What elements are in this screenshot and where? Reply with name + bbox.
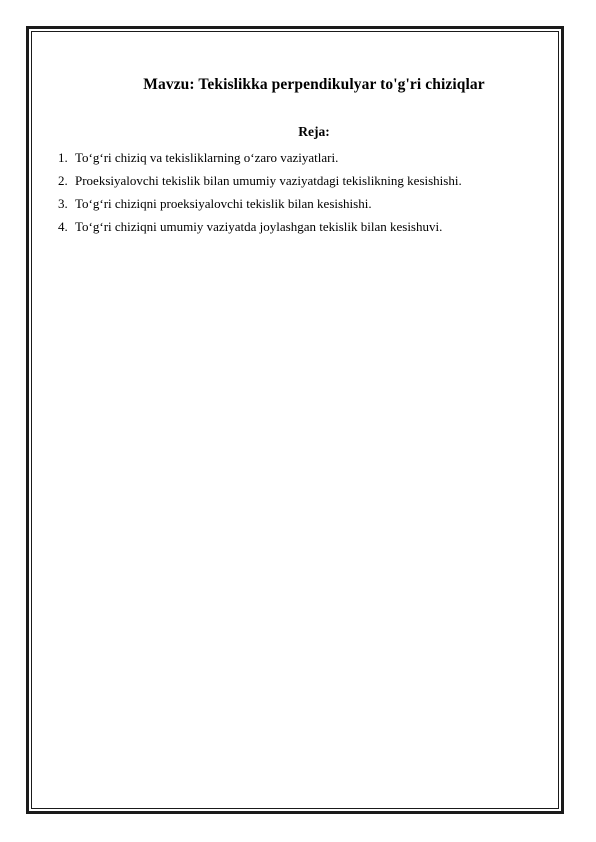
plan-heading: Reja:: [298, 124, 330, 139]
plan-item-text: To‘g‘ri chiziqni proeksiyalovchi tekislik bilan kesishishi.: [75, 196, 372, 211]
page-border: [26, 26, 564, 814]
plan-item-text: Proeksiyalovchi tekislik bilan umumiy vaziyatdagi tekislikning kesishishi.: [75, 173, 462, 188]
plan-item-4: [58, 219, 462, 242]
document-title: Mavzu: Tekislikka perpendikulyar to'g'ri chiziqlar: [143, 76, 485, 93]
plan-item-number: 1.: [58, 150, 68, 165]
plan-item-number: 4.: [58, 219, 68, 234]
plan-item-3: [58, 196, 462, 219]
plan-item-1: [58, 150, 462, 173]
plan-list: [58, 150, 462, 242]
plan-item-text: To‘g‘ri chiziqni umumiy vaziyatda joylashgan tekislik bilan kesishuvi.: [75, 219, 443, 234]
plan-item-number: 2.: [58, 173, 68, 188]
plan-item-text: To‘g‘ri chiziq va tekisliklarning o‘zaro vaziyatlari.: [75, 150, 339, 165]
plan-item-number: 3.: [58, 196, 68, 211]
plan-item-2: [58, 173, 462, 196]
